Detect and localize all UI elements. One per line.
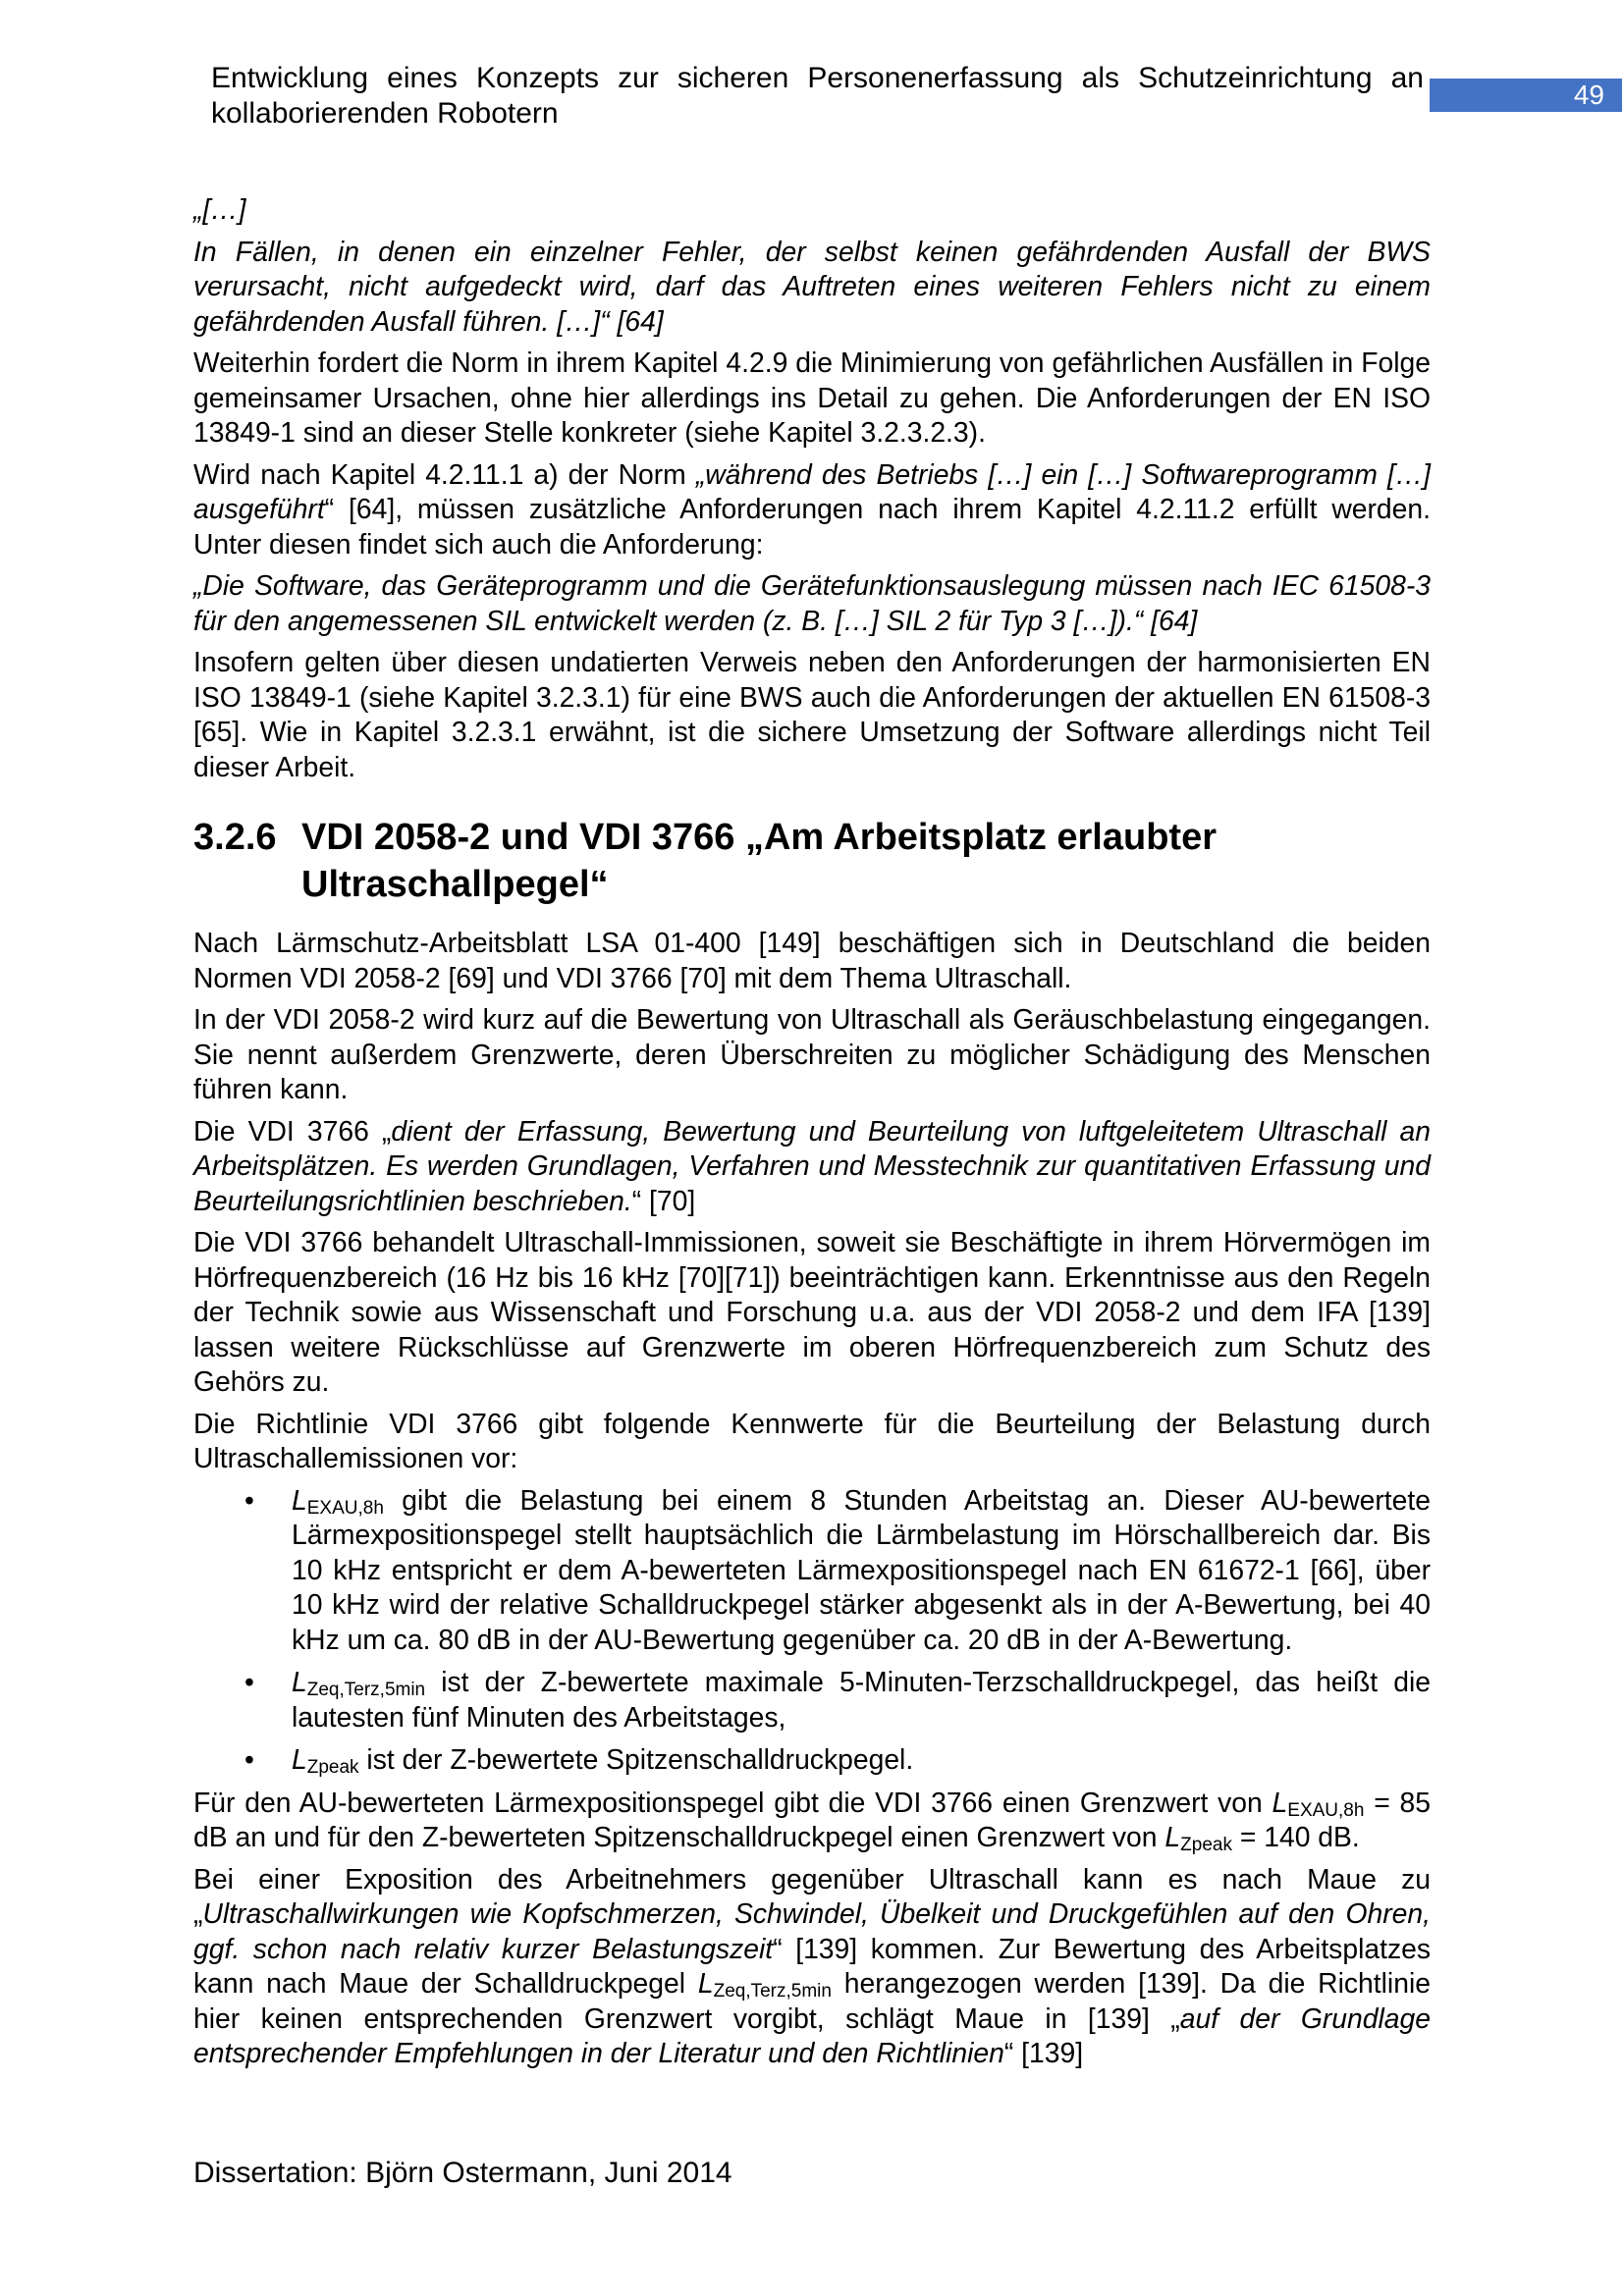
paragraph-vdi3766-scope: Die VDI 3766 behandelt Ultraschall-Immissionen, soweit sie Beschäftigte in ihrem Hörvermögen im Hörfrequenzbereich (16 Hz bis 16 kHz [70][71]) beeinträchtigen kann. Erkenntnisse aus den Regeln der Technik sowie aus Wissenschaft und Forschung u.a. aus der VDI 2058-2 und dem IFA [139] lassen weitere Rückschlüsse auf Grenzwerte im oberen Hörfrequenzbereich zum Schutz des Gehörs zu. xyxy=(193,1226,1431,1397)
paragraph-vdi3766-purpose: Die VDI 3766 „dient der Erfassung, Bewertung und Beurteilung von luftgeleitetem Ultraschall an Arbeitsplätzen. Es werden Grundlagen, Verfahren und Messtechnik zur quantitativen Erfassung und Beurteilungsrichtlinien beschrieben.“ [70] xyxy=(193,1114,1432,1216)
paragraph-insofern: Insofern gelten über diesen undatierten Verweis neben den Anforderungen der harmonisierten EN ISO 13849-1 (siehe Kapitel 3.2.3.1) für eine BWS auch die Anforderungen der aktuellen EN 61508-3 [65]. Wie in Kapitel 3.2.3.1 erwähnt, ist die sichere Umsetzung der Software allerdings nicht Teil dieser Arbeit. xyxy=(193,646,1431,782)
paragraph-vdi2058: In der VDI 2058-2 wird kurz auf die Bewertung von Ultraschall als Geräuschbelastung eingegangen. Sie nennt außerdem Grenzwerte, deren Überschreiten zu möglicher Schädigung des Menschen führen kann. xyxy=(193,1003,1431,1104)
bullet-icon: • xyxy=(244,1666,254,1697)
paragraph-laermschutz: Nach Lärmschutz-Arbeitsblatt LSA 01-400 [149] beschäftigen sich in Deutschland die beiden Normen VDI 2058-2 [69] und VDI 3766 [70] mit dem Thema Ultraschall. xyxy=(193,927,1431,993)
bullet-icon: • xyxy=(244,1743,254,1775)
page-body xyxy=(193,192,1431,2078)
paragraph-software-requirements: Wird nach Kapitel 4.2.11.1 a) der Norm „während des Betriebs […] ein […] Softwareprogramm […] ausgeführt“ [64], müssen zusätzliche Anforderungen nach ihrem Kapitel 4.2.11.2 erfüllt werden. Unter diesen findet sich auch die Anforderung: xyxy=(193,457,1432,560)
page-number-badge: 49 xyxy=(1430,79,1622,112)
paragraph-maue: Bei einer Exposition des Arbeitnehmers gegenüber Ultraschall kann es nach Maue zu „Ultraschallwirkungen wie Kopfschmerzen, Schwindel, Übelkeit und Druckgefühlen auf den Ohren, ggf. schon nach relativ kurzer Belastungszeit“ [139] kommen. Zur Bewertung des Arbeitsplatzes kann nach Maue der Schalldruckpegel $L_{Zeq,Terz,5min}$ herangezogen werden [139]. Da die Richtlinie hier keinen entsprechenden Grenzwert vorgibt, schlägt Maue in [139] „auf der Grundlage entsprechender Empfehlungen in der Literatur und den Richtlinien“ [139] xyxy=(193,1862,1431,2068)
list-item: • $L_{Zeq,Terz,5min}$ ist der Z-bewertete maximale 5-Minuten-Terzschalldruckpegel, das heißt die lautesten fünf Minuten des Arbeitstages, xyxy=(244,1666,1431,1733)
section-heading xyxy=(193,814,1431,908)
section-number: 3.2.6 xyxy=(193,817,277,858)
quote-software: „Die Software, das Geräteprogramm und die Gerätefunktionsauslegung müssen nach IEC 61508-3 für den angemessenen SIL entwickelt werden (z. B. […] SIL 2 für Typ 3 […]).“ [64] xyxy=(193,569,1431,636)
quote-open: „[…] xyxy=(193,193,246,225)
parameter-list xyxy=(193,1483,1431,1778)
section-title: VDI 2058-2 und VDI 3766 „Am Arbeitsplatz erlaubter Ultraschallpegel“ xyxy=(301,817,1218,905)
list-item: • $L_{Zpeak}$ ist der Z-bewertete Spitzenschalldruckpegel. xyxy=(244,1743,914,1778)
list-item: • $L_{EXAU,8h}$ gibt die Belastung bei einem 8 Stunden Arbeitstag an. Dieser AU-bewertete Lärmexpositionspegel stellt hauptsächlich die Lärmbelastung im Hörschallbereich dar. Bis 10 kHz entspricht er dem A-bewerteten Lärmexpositionspegel nach EN 61672-1 [66], über 10 kHz wird der relative Schalldruckpegel stärker abgesenkt als in der A-Bewertung, bei 40 kHz um ca. 80 dB in der AU-Bewertung gegenüber ca. 20 dB in der A-Bewertung. xyxy=(244,1483,1431,1655)
bullet-icon: • xyxy=(244,1483,254,1516)
paragraph-norm-4-2-9: Weiterhin fordert die Norm in ihrem Kapitel 4.2.9 die Minimierung von gefährlichen Ausfällen in Folge gemeinsamer Ursachen, ohne hier allerdings ins Detail zu gehen. Die Anforderungen der EN ISO 13849-1 sind an dieser Stelle konkreter (siehe Kapitel 3.2.3.2.3). xyxy=(193,347,1431,448)
page-footer: Dissertation: Björn Ostermann, Juni 2014 xyxy=(193,2157,732,2189)
paragraph-richtlinie: Die Richtlinie VDI 3766 gibt folgende Kennwerte für die Beurteilung der Belastung durch Ultraschallemissionen vor: xyxy=(193,1407,1431,1473)
paragraph-grenzwerte: Für den AU-bewerteten Lärmexpositionspegel gibt die VDI 3766 einen Grenzwert von $L_{EXAU,8h} = 85$ dB an und für den Z-bewerteten Spitzenschalldruckpegel einen Grenzwert von $L_{Zpeak} = 140$ dB. xyxy=(193,1786,1431,1855)
running-header: Entwicklung eines Konzepts zur sicheren Personenerfassung als Schutzeinrichtung an kollaborierenden Robotern xyxy=(211,62,1424,130)
quote-en61496-text: In Fällen, in denen ein einzelner Fehler, der selbst keinen gefährdenden Ausfall der BWS verursacht, nicht aufgedeckt wird, darf das Auftreten eines weiteren Fehlers nicht zu einem gefährdenden Ausfall führen. […]“ [64] xyxy=(193,235,1431,337)
